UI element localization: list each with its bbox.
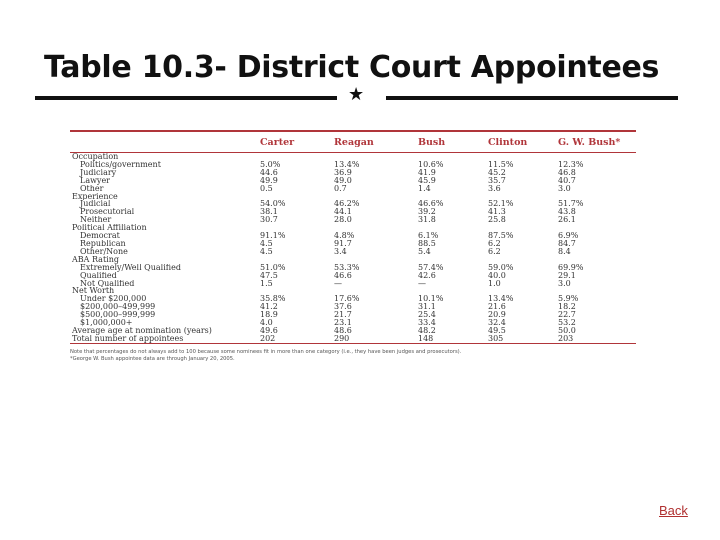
table-cell: 148 [418, 335, 488, 343]
table-row [70, 185, 636, 193]
table-cell: 18.9 [260, 311, 278, 320]
table-section-row [70, 224, 636, 232]
row-label: Political Affiliation [72, 224, 147, 233]
table-cell: 29.1 [558, 271, 576, 280]
star-icon: ★ [348, 84, 365, 105]
table-cell [558, 256, 636, 264]
table-cell: 5.4 [418, 247, 431, 256]
title-rule-left [35, 96, 337, 100]
table-cell: 4.0 [260, 319, 273, 327]
table-row [70, 295, 636, 303]
column-header: Clinton [488, 131, 558, 153]
table-cell [334, 256, 418, 264]
table-cell: 25.8 [488, 216, 506, 225]
table-cell [260, 287, 334, 295]
table-section-row [70, 256, 636, 264]
row-label: $1,000,000+ [80, 319, 133, 327]
table-cell [558, 153, 636, 161]
table-cell: 36.9 [334, 168, 352, 177]
row-label: Experience [72, 192, 118, 201]
table-cell: 42.6 [418, 271, 436, 280]
table-cell [260, 153, 334, 161]
table-cell: 21.7 [334, 311, 352, 320]
table-cell: 53.2 [558, 319, 576, 327]
table-cell: 22.7 [558, 311, 576, 320]
table-cell: 4.5 [260, 239, 273, 248]
row-label: Judiciary [80, 168, 117, 177]
row-label: Lawyer [80, 176, 111, 185]
table-cell: 69.9% [558, 263, 584, 272]
table-cell: 203 [558, 335, 636, 343]
table-row [70, 216, 636, 224]
table-section-row [70, 193, 636, 201]
table-cell [260, 193, 334, 201]
row-label: Extremely/Well Qualified [80, 263, 181, 272]
table-notes [70, 349, 636, 363]
table-cell: 6.2 [488, 247, 501, 256]
table-section-row [70, 327, 636, 335]
table-cell: 3.0 [558, 184, 571, 193]
table-cell: 41.9 [418, 168, 436, 177]
table-cell: — [334, 279, 342, 288]
table-total-row [70, 335, 636, 343]
table-cell [558, 193, 636, 201]
table-cell: 48.6 [334, 326, 352, 335]
row-label: Not Qualified [80, 279, 135, 288]
table-cell: 4.8% [334, 232, 355, 240]
table-cell [488, 193, 558, 201]
table-row [70, 280, 636, 288]
slide-title: Table 10.3- District Court Appointees [44, 50, 660, 85]
row-label: Other [80, 184, 104, 193]
table-cell: 11.5% [488, 160, 514, 169]
table-cell [558, 287, 636, 295]
row-label: Other/None [80, 247, 128, 256]
row-label: $200,000–499,999 [80, 303, 156, 312]
table-cell [334, 287, 418, 295]
table-cell: — [418, 279, 426, 288]
table-cell: 84.7 [558, 239, 576, 248]
table-cell [418, 153, 488, 161]
table-cell: 49.5 [488, 326, 506, 335]
table-cell: 91.7 [334, 239, 352, 248]
row-label: Under $200,000 [80, 295, 147, 304]
table-cell [488, 224, 558, 232]
table-cell: 54.0% [260, 200, 286, 209]
table-cell: 49.9 [260, 176, 278, 185]
table-cell: 8.4 [558, 247, 571, 256]
column-header: Reagan [334, 131, 418, 153]
table-cell: 0.5 [260, 184, 273, 193]
table-cell: 5.9% [558, 295, 579, 304]
table-cell: 6.2 [488, 239, 501, 248]
table-cell: 4.5 [260, 247, 273, 256]
table-row [70, 161, 636, 169]
table-cell: 37.6 [334, 303, 352, 312]
table-cell [334, 224, 418, 232]
table-row [70, 200, 636, 208]
table-cell [260, 256, 334, 264]
appointees-table [70, 130, 636, 344]
row-label: Average age at nomination (years) [72, 326, 212, 335]
table-cell: 1.0 [488, 279, 501, 288]
table-cell: 31.8 [418, 216, 436, 225]
table-cell: 6.9% [558, 232, 579, 240]
table-cell [488, 256, 558, 264]
back-link[interactable]: Back [659, 503, 688, 518]
column-header [70, 131, 260, 153]
table-cell: 13.4% [488, 295, 514, 304]
table-cell: 13.4% [334, 160, 360, 169]
table-cell: 10.6% [418, 160, 444, 169]
table-cell: 44.1 [334, 208, 352, 217]
row-label: Total number of appointees [70, 335, 260, 343]
table-section-row [70, 153, 636, 161]
table-cell: 39.2 [418, 208, 436, 217]
row-label: Prosecutorial [80, 208, 135, 217]
table-cell: 48.2 [418, 326, 436, 335]
table-cell: 26.1 [558, 216, 576, 225]
table-cell: 43.8 [558, 208, 576, 217]
table-cell: 202 [260, 335, 334, 343]
table-cell: 32.4 [488, 319, 506, 327]
row-label: Qualified [80, 271, 117, 280]
table-cell: 3.0 [558, 279, 571, 288]
title-rule-right [386, 96, 678, 100]
table-row [70, 169, 636, 177]
table-cell: 51.0% [260, 263, 286, 272]
table-cell: 52.1% [488, 200, 514, 209]
table-cell: 88.5 [418, 239, 436, 248]
table-cell: 5.0% [260, 160, 281, 169]
table-cell: 1.4 [418, 184, 431, 193]
column-header: Bush [418, 131, 488, 153]
table-cell: 53.3% [334, 263, 360, 272]
row-label: Republican [80, 239, 126, 248]
table-cell: 35.8% [260, 295, 286, 304]
row-label: Occupation [72, 152, 119, 161]
table-cell: 91.1% [260, 232, 286, 240]
table-cell [418, 193, 488, 201]
table-row [70, 232, 636, 240]
table-cell: 21.6 [488, 303, 506, 312]
table-cell: 31.1 [418, 303, 436, 312]
table-cell: 12.3% [558, 160, 584, 169]
row-label: Politics/government [80, 160, 161, 169]
table-cell [558, 224, 636, 232]
table-cell: 20.9 [488, 311, 506, 320]
table-row [70, 303, 636, 311]
appointees-table-figure [70, 130, 636, 363]
table-cell: 17.6% [334, 295, 360, 304]
table-cell: 57.4% [418, 263, 444, 272]
table-cell: 33.4 [418, 319, 436, 327]
table-cell: 38.1 [260, 208, 278, 217]
table-row [70, 240, 636, 248]
table-row [70, 248, 636, 256]
table-cell: 35.7 [488, 176, 506, 185]
table-cell [334, 193, 418, 201]
table-cell: 46.2% [334, 200, 360, 209]
column-header: Carter [260, 131, 334, 153]
table-row [70, 272, 636, 280]
table-cell [334, 153, 418, 161]
table-cell: 25.4 [418, 311, 436, 320]
table-cell: 290 [334, 335, 418, 343]
table-cell: 3.4 [334, 247, 347, 256]
table-note: Note that percentages do not always add to 100 because some nominees fit in more than one category (i.e., they have been judges and prosecutors). [70, 348, 462, 355]
table-cell: 41.3 [488, 208, 506, 217]
table-cell: 40.0 [488, 271, 506, 280]
table-cell: 40.7 [558, 176, 576, 185]
table-row [70, 319, 636, 327]
table-cell: 45.2 [488, 168, 506, 177]
row-label: Judicial [80, 200, 111, 209]
table-cell: 18.2 [558, 303, 576, 312]
table-row [70, 177, 636, 185]
table-cell: 46.8 [558, 168, 576, 177]
row-label: Net Worth [72, 287, 115, 296]
row-label: $500,000–999,999 [80, 311, 156, 320]
table-cell: 46.6 [334, 271, 352, 280]
table-cell [418, 256, 488, 264]
row-label: ABA Rating [72, 255, 119, 264]
table-cell: 23.1 [334, 319, 352, 327]
table-cell [260, 224, 334, 232]
table-section-row [70, 287, 636, 295]
column-header: G. W. Bush* [558, 131, 636, 153]
table-cell: 6.1% [418, 232, 439, 240]
table-cell: 49.0 [334, 176, 352, 185]
table-cell: 41.2 [260, 303, 278, 312]
table-header-row [70, 131, 636, 153]
table-cell: 47.5 [260, 271, 278, 280]
table-cell: 0.7 [334, 184, 347, 193]
table-note: *George W. Bush appointee data are through January 20, 2005. [70, 355, 235, 362]
table-cell: 45.9 [418, 176, 436, 185]
table-cell: 59.0% [488, 263, 514, 272]
row-label: Neither [80, 216, 112, 225]
table-cell [418, 224, 488, 232]
row-label: Democrat [80, 232, 120, 240]
table-cell: 44.6 [260, 168, 278, 177]
table-row [70, 208, 636, 216]
table-cell [488, 153, 558, 161]
table-cell: 28.0 [334, 216, 352, 225]
table-cell [418, 287, 488, 295]
table-cell: 87.5% [488, 232, 514, 240]
table-cell: 30.7 [260, 216, 278, 225]
table-cell: 49.6 [260, 326, 278, 335]
table-row [70, 264, 636, 272]
table-row [70, 311, 636, 319]
table-cell: 3.6 [488, 184, 501, 193]
table-cell: 10.1% [418, 295, 444, 304]
table-cell: 305 [488, 335, 558, 343]
table-cell [488, 287, 558, 295]
table-cell: 46.6% [418, 200, 444, 209]
table-cell: 51.7% [558, 200, 584, 209]
table-cell: 1.5 [260, 279, 273, 288]
table-cell: 50.0 [558, 326, 576, 335]
